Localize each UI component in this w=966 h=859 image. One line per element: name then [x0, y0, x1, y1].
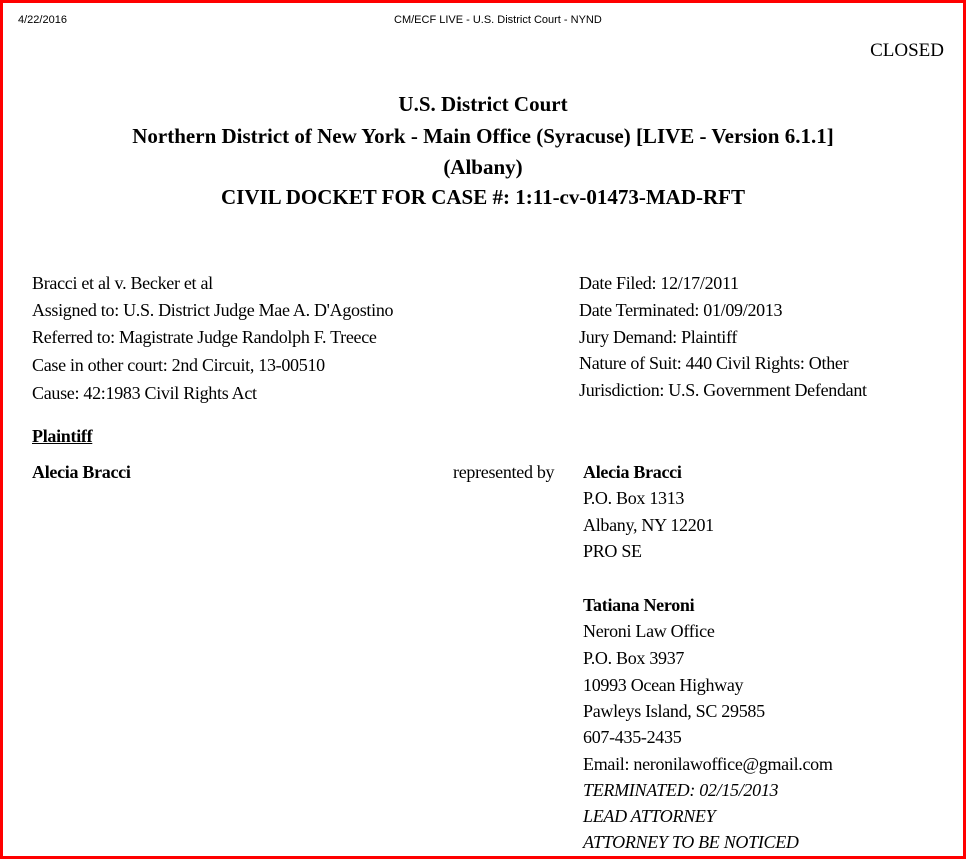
other-court: Case in other court: 2nd Circuit, 13-00510	[32, 355, 325, 375]
date-terminated: Date Terminated: 01/09/2013	[579, 300, 783, 320]
court-office: Northern District of New York - Main Office (Syracuse) [LIVE - Version 6.1.1]	[132, 124, 834, 148]
court-division: (Albany)	[443, 155, 523, 179]
docket-title: CIVIL DOCKET FOR CASE #: 1:11-cv-01473-MAD-RFT	[220, 185, 746, 209]
referred-judge: Referred to: Magistrate Judge Randolph F. Treece	[32, 327, 377, 347]
attorney-notice-label: ATTORNEY TO BE NOTICED	[583, 832, 799, 852]
party-role-heading: Plaintiff	[32, 426, 93, 446]
attorney-address-line: P.O. Box 1313	[583, 488, 685, 508]
assigned-judge: Assigned to: U.S. District Judge Mae A. D'Agostino	[32, 300, 394, 320]
attorney-firm: Neroni Law Office	[583, 621, 715, 641]
represented-by-label: represented by	[453, 462, 555, 482]
attorney-name: Tatiana Neroni	[583, 595, 695, 615]
attorney-address-line: 10993 Ocean Highway	[583, 675, 744, 695]
print-date: 4/22/2016	[18, 14, 67, 26]
cause: Cause: 42:1983 Civil Rights Act	[32, 383, 257, 403]
attorney-lead-label: LEAD ATTORNEY	[583, 806, 716, 826]
attorney-terminated: TERMINATED: 02/15/2013	[583, 780, 779, 800]
court-name: U.S. District Court	[398, 92, 568, 116]
attorney-email: Email: neronilawoffice@gmail.com	[583, 754, 833, 774]
date-filed: Date Filed: 12/17/2011	[579, 273, 739, 293]
system-title: CM/ECF LIVE - U.S. District Court - NYND	[394, 14, 602, 26]
attorney-phone: 607-435-2435	[583, 727, 682, 747]
attorney-status: PRO SE	[583, 541, 642, 561]
case-status: CLOSED	[870, 40, 944, 61]
attorney-address-line: P.O. Box 3937	[583, 648, 685, 668]
party-name: Alecia Bracci	[32, 462, 131, 482]
attorney-address-line: Pawleys Island, SC 29585	[583, 701, 765, 721]
jury-demand: Jury Demand: Plaintiff	[579, 327, 738, 347]
attorney-name: Alecia Bracci	[583, 462, 682, 482]
case-caption: Bracci et al v. Becker et al	[32, 273, 213, 293]
jurisdiction: Jurisdiction: U.S. Government Defendant	[579, 380, 867, 400]
attorney-address-line: Albany, NY 12201	[583, 515, 714, 535]
nature-of-suit: Nature of Suit: 440 Civil Rights: Other	[579, 353, 849, 373]
